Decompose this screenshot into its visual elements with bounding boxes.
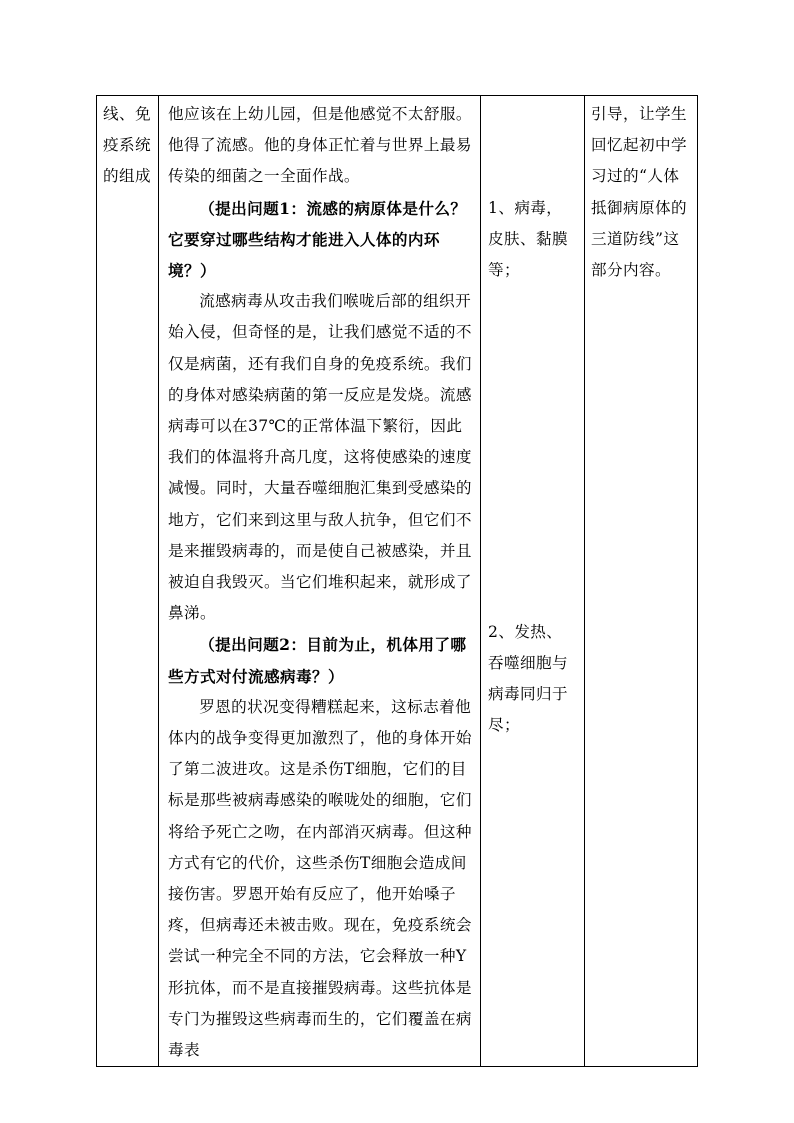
- table-row: [97, 96, 698, 1067]
- intent-text: 引导，让学生回忆起初中学习过的“人体抵御病原体的三道防线”这部分内容。: [591, 105, 687, 280]
- content-cell: [159, 96, 481, 1067]
- answer-1: 1、病毒，皮肤、黏膜等；: [488, 199, 568, 280]
- answer-cell: [481, 96, 585, 1067]
- topic-cell: [97, 96, 159, 1067]
- question-2: （提出问题2：目前为止，机体用了哪些方式对付流感病毒？）: [168, 635, 467, 686]
- intent-cell: [585, 96, 698, 1067]
- story-paragraph-1: 他应该在上幼儿园，但是他感觉不太舒服。他得了流感。他的身体正忙着与世界上最易传染的细菌之一全面作战。: [168, 105, 472, 186]
- story-paragraph-3: 罗恩的状况变得糟糕起来，这标志着他体内的战争变得更加激烈了，他的身体开始了第二波进攻。这是杀伤T细胞，它们的目标是那些被病毒感染的喉咙处的细胞，它们将给予死亡之吻，在内部消灭病毒。但这种方式有它的代价，这些杀伤T细胞会造成间接伤害。罗恩开始有反应了，他开始嗓子疼，但病毒还未被击败。现在，免疫系统会尝试一种完全不同的方法，它会释放一种Y形抗体，而不是直接摧毁病毒。这些抗体是专门为摧毁这些病毒而生的，它们覆盖在病毒表: [168, 697, 472, 1060]
- story-paragraph-2: 流感病毒从攻击我们喉咙后部的组织开始入侵，但奇怪的是，让我们感觉不适的不仅是病菌，还有我们自身的免疫系统。我们的身体对感染病菌的第一反应是发烧。流感病毒可以在37℃的正常体温下繁衍，因此我们的体温将升高几度，这将使感染的速度减慢。同时，大量吞噬细胞汇集到受感染的地方，它们来到这里与敌人抗争，但它们不是来摧毁病毒的，而是使自己被感染，并且被迫自我毁灭。当它们堆积起来，就形成了鼻涕。: [168, 292, 472, 623]
- topic-text: 线、免疫系统的组成: [103, 105, 151, 186]
- lesson-plan-table: [96, 95, 698, 1067]
- content-text: [159, 96, 480, 1066]
- question-1: （提出问题1：流感的病原体是什么？它要穿过哪些结构才能进入人体的内环境？）: [168, 198, 467, 281]
- answer-text: [481, 193, 584, 741]
- answer-2: 2、发热、吞噬细胞与病毒同归于尽；: [488, 622, 568, 735]
